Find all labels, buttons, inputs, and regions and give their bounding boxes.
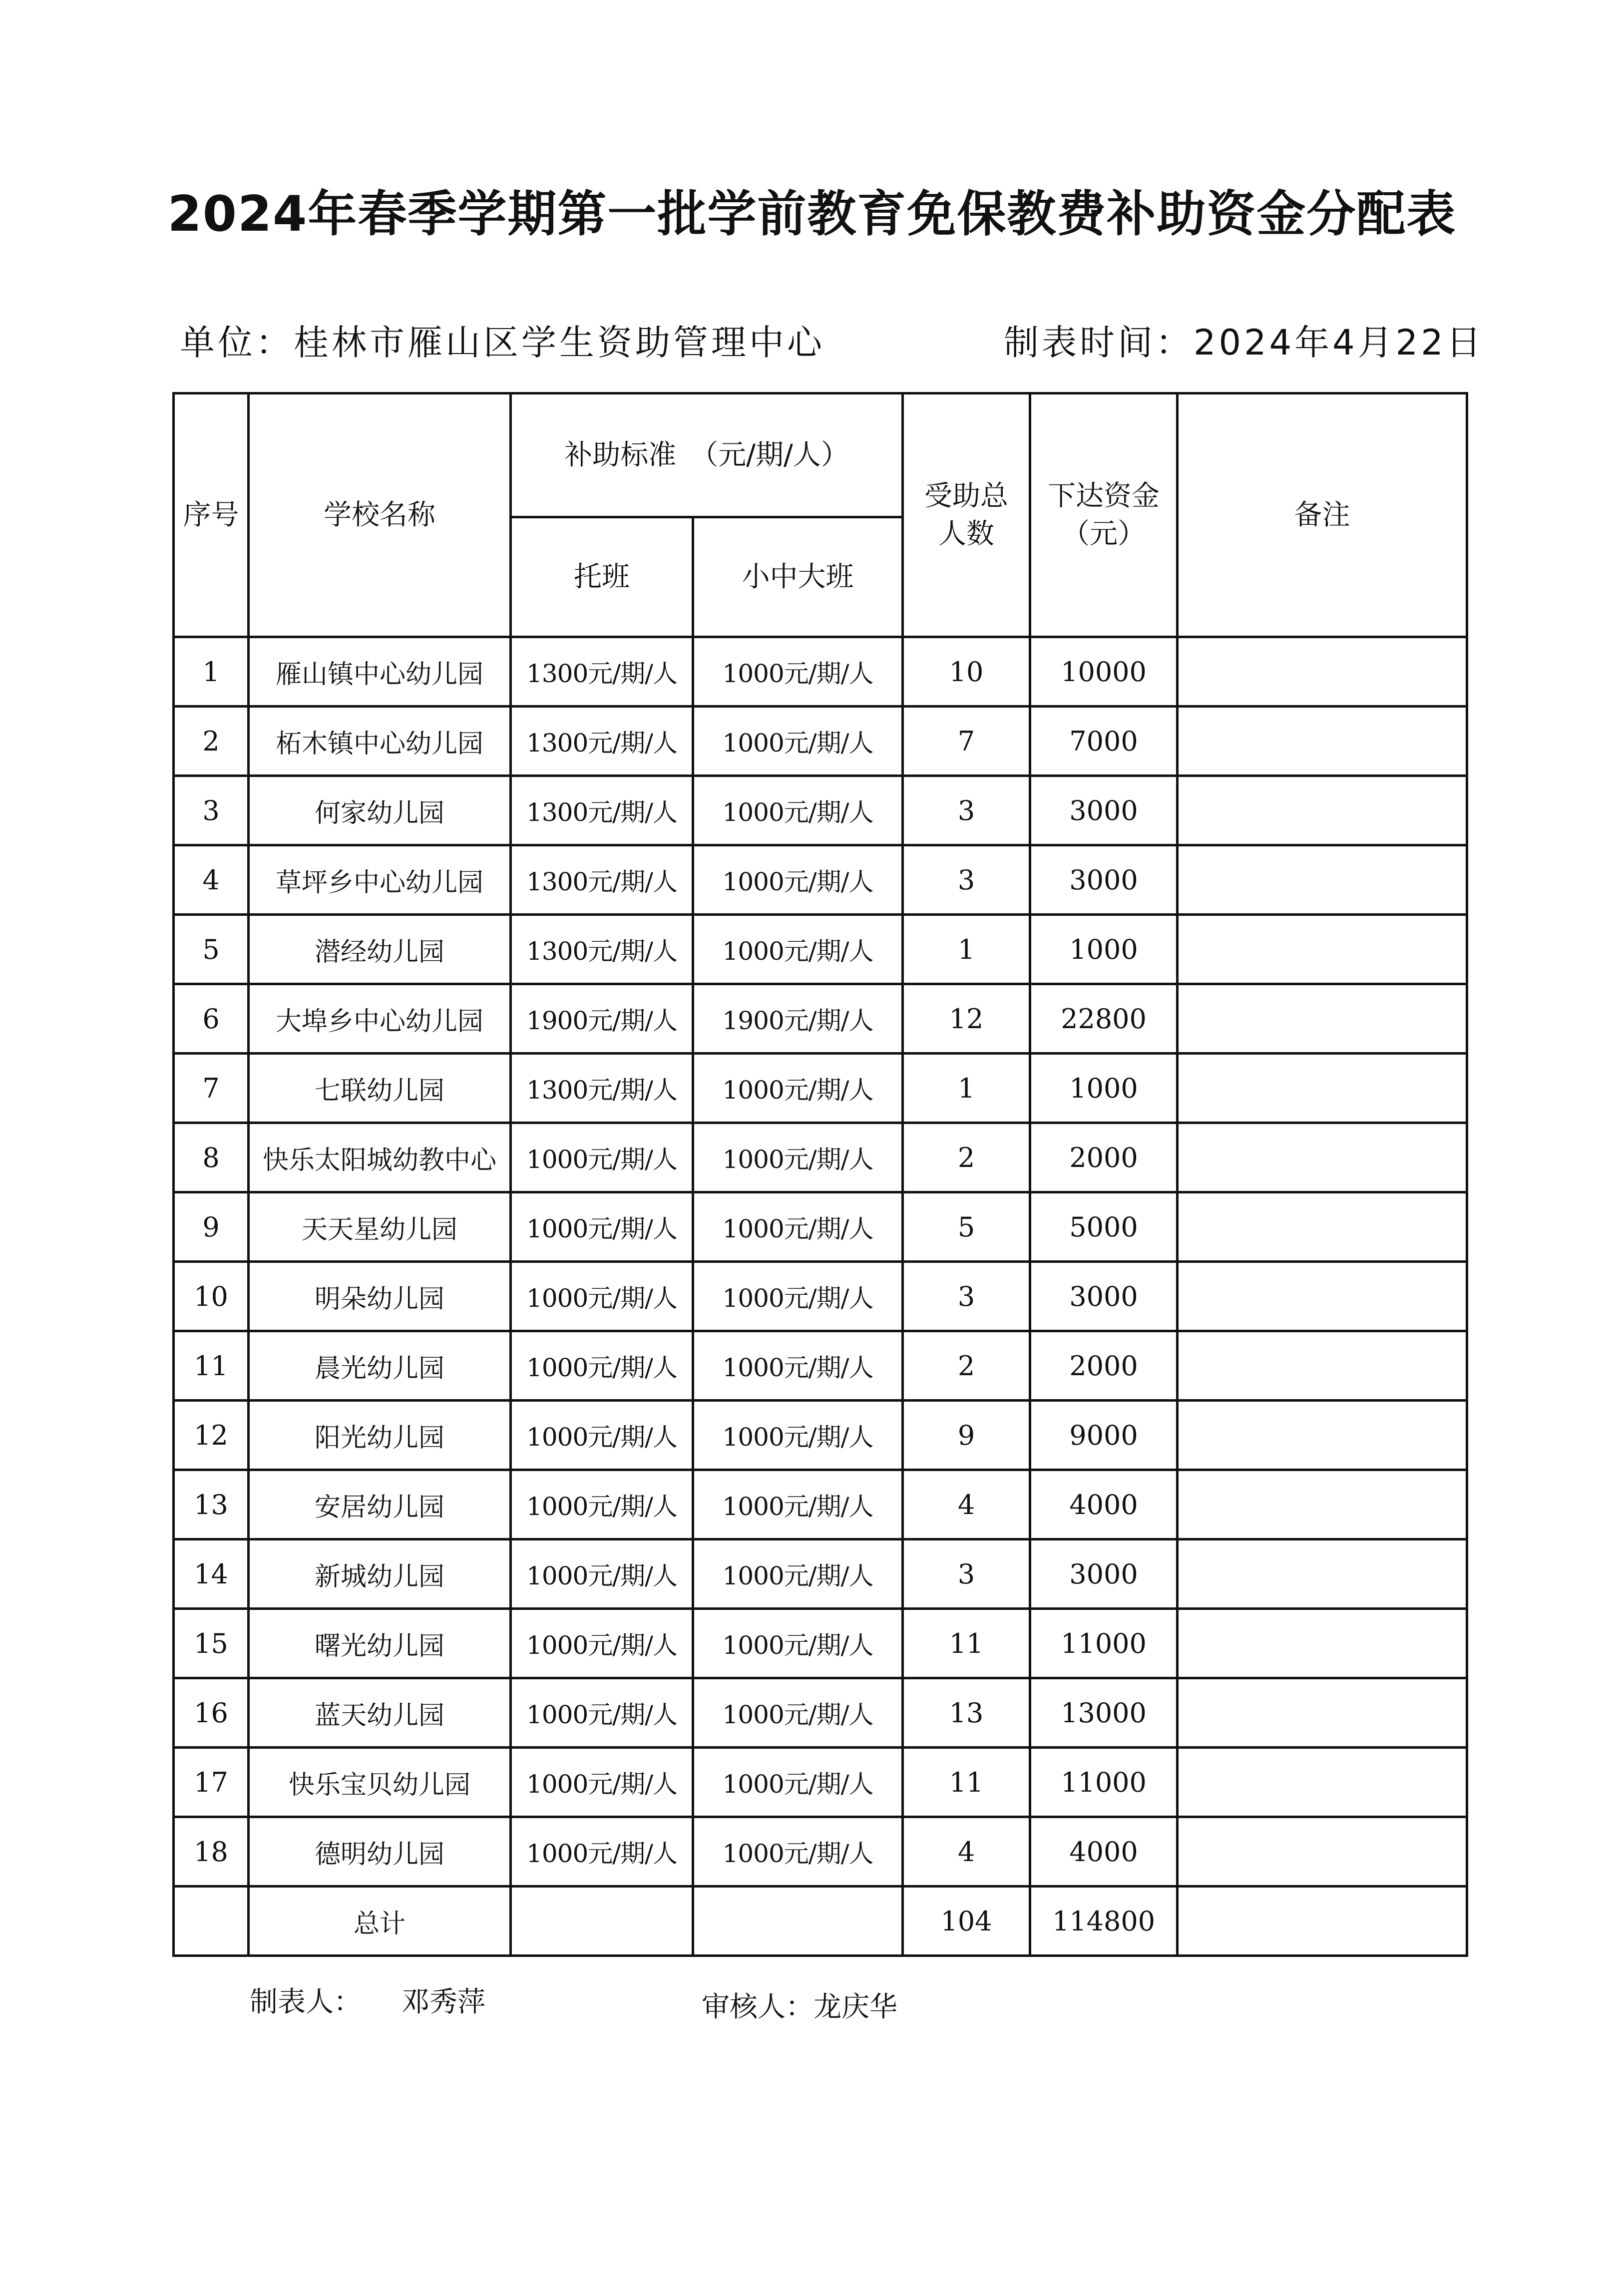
row-school: 安居幼儿园 [249,1470,511,1539]
row-people: 3 [903,1262,1030,1331]
row-remark [1178,1609,1467,1678]
row-school: 快乐宝贝幼儿园 [249,1748,511,1817]
table-row [174,776,1467,845]
row-index: 1 [174,637,249,707]
row-funds: 3000 [1030,845,1178,915]
row-remark [1178,1470,1467,1539]
total-label: 总计 [249,1887,511,1956]
document-title: 2024年春季学期第一批学前教育免保教费补助资金分配表 [167,186,1457,243]
row-kindergarten-rate: 1000元/期/人 [693,1054,903,1123]
row-people: 2 [903,1331,1030,1401]
table-row [174,1470,1467,1539]
row-remark [1178,1678,1467,1748]
row-people: 3 [903,776,1030,845]
row-school: 新城幼儿园 [249,1539,511,1609]
row-index: 9 [174,1192,249,1262]
row-index: 10 [174,1262,249,1331]
row-funds: 1000 [1030,915,1178,984]
row-remark [1178,1748,1467,1817]
row-remark [1178,1817,1467,1887]
table-row [174,915,1467,984]
row-funds: 9000 [1030,1401,1178,1470]
row-kindergarten-rate: 1900元/期/人 [693,984,903,1054]
row-school: 蓝天幼儿园 [249,1678,511,1748]
row-index: 15 [174,1609,249,1678]
total-nursery-cell [511,1887,693,1956]
row-funds: 1000 [1030,1054,1178,1123]
row-funds: 2000 [1030,1123,1178,1192]
row-kindergarten-rate: 1000元/期/人 [693,845,903,915]
row-funds: 3000 [1030,1539,1178,1609]
row-kindergarten-rate: 1000元/期/人 [693,1401,903,1470]
row-nursery-rate: 1000元/期/人 [511,1609,693,1678]
row-people: 11 [903,1748,1030,1817]
table-row [174,707,1467,776]
row-remark [1178,845,1467,915]
header-total-people-line1: 受助总 [924,479,1009,512]
row-people: 10 [903,637,1030,707]
row-school: 大埠乡中心幼儿园 [249,984,511,1054]
row-nursery-rate: 1000元/期/人 [511,1192,693,1262]
row-nursery-rate: 1000元/期/人 [511,1748,693,1817]
table-row [174,1609,1467,1678]
row-index: 7 [174,1054,249,1123]
row-nursery-rate: 1300元/期/人 [511,915,693,984]
row-index: 14 [174,1539,249,1609]
row-index: 3 [174,776,249,845]
row-nursery-rate: 1300元/期/人 [511,845,693,915]
row-remark [1178,1331,1467,1401]
date-label: 制表时间：2024年4月22日 [1004,322,1484,363]
row-school: 草坪乡中心幼儿园 [249,845,511,915]
row-school: 天天星幼儿园 [249,1192,511,1262]
checker-label: 审核人：龙庆华 [702,1991,897,2023]
row-school: 晨光幼儿园 [249,1331,511,1401]
row-remark [1178,776,1467,845]
row-people: 9 [903,1401,1030,1470]
row-kindergarten-rate: 1000元/期/人 [693,1748,903,1817]
row-school: 何家幼儿园 [249,776,511,845]
row-people: 12 [903,984,1030,1054]
row-people: 3 [903,845,1030,915]
row-nursery-rate: 1300元/期/人 [511,1054,693,1123]
header-total-people-line2: 人数 [938,517,995,550]
row-index: 12 [174,1401,249,1470]
row-nursery-rate: 1000元/期/人 [511,1817,693,1887]
row-people: 7 [903,707,1030,776]
header-total-people [903,393,1030,637]
row-school: 快乐太阳城幼教中心 [249,1123,511,1192]
row-remark [1178,637,1467,707]
row-people: 11 [903,1609,1030,1678]
header-school: 学校名称 [249,393,511,637]
row-funds: 7000 [1030,707,1178,776]
header-standard: 补助标准 （元/期/人） [511,393,903,517]
total-row [174,1887,1467,1956]
row-index: 4 [174,845,249,915]
row-funds: 3000 [1030,1262,1178,1331]
total-kindergarten-cell [693,1887,903,1956]
row-nursery-rate: 1000元/期/人 [511,1539,693,1609]
row-people: 3 [903,1539,1030,1609]
maker-label [250,1980,485,2020]
table-row [174,1262,1467,1331]
table-row [174,1331,1467,1401]
row-nursery-rate: 1900元/期/人 [511,984,693,1054]
row-school: 德明幼儿园 [249,1817,511,1887]
row-school: 柘木镇中心幼儿园 [249,707,511,776]
row-school: 曙光幼儿园 [249,1609,511,1678]
row-people: 4 [903,1470,1030,1539]
row-kindergarten-rate: 1000元/期/人 [693,1470,903,1539]
row-kindergarten-rate: 1000元/期/人 [693,1262,903,1331]
row-funds: 4000 [1030,1817,1178,1887]
row-people: 13 [903,1678,1030,1748]
row-remark [1178,915,1467,984]
row-nursery-rate: 1300元/期/人 [511,637,693,707]
row-funds: 13000 [1030,1678,1178,1748]
row-kindergarten-rate: 1000元/期/人 [693,637,903,707]
row-remark [1178,1539,1467,1609]
row-school: 明朵幼儿园 [249,1262,511,1331]
row-nursery-rate: 1300元/期/人 [511,776,693,845]
header-index: 序号 [174,393,249,637]
row-funds: 10000 [1030,637,1178,707]
row-index: 6 [174,984,249,1054]
row-index: 17 [174,1748,249,1817]
table-row [174,1817,1467,1887]
row-nursery-rate: 1000元/期/人 [511,1262,693,1331]
row-people: 1 [903,915,1030,984]
row-school: 阳光幼儿园 [249,1401,511,1470]
header-kindergarten: 小中大班 [693,517,903,637]
row-funds: 11000 [1030,1748,1178,1817]
table-row [174,845,1467,915]
row-funds: 4000 [1030,1470,1178,1539]
row-kindergarten-rate: 1000元/期/人 [693,707,903,776]
row-kindergarten-rate: 1000元/期/人 [693,1192,903,1262]
row-index: 11 [174,1331,249,1401]
row-nursery-rate: 1000元/期/人 [511,1470,693,1539]
table-row [174,1748,1467,1817]
header-funds-line1: 下达资金 [1048,479,1160,512]
header-nursery: 托班 [511,517,693,637]
row-kindergarten-rate: 1000元/期/人 [693,776,903,845]
row-nursery-rate: 1000元/期/人 [511,1331,693,1401]
row-funds: 5000 [1030,1192,1178,1262]
total-index-cell [174,1887,249,1956]
row-nursery-rate: 1000元/期/人 [511,1123,693,1192]
table-row [174,1054,1467,1123]
maker-label-text: 制表人： [250,1986,362,2018]
row-remark [1178,707,1467,776]
row-remark [1178,1262,1467,1331]
row-people: 4 [903,1817,1030,1887]
row-school: 雁山镇中心幼儿园 [249,637,511,707]
row-kindergarten-rate: 1000元/期/人 [693,1609,903,1678]
total-people: 104 [903,1887,1030,1956]
table-row [174,1123,1467,1192]
row-funds: 2000 [1030,1331,1178,1401]
row-remark [1178,1054,1467,1123]
table-row [174,984,1467,1054]
row-nursery-rate: 1300元/期/人 [511,707,693,776]
header-funds [1030,393,1178,637]
row-funds: 11000 [1030,1609,1178,1678]
row-kindergarten-rate: 1000元/期/人 [693,1331,903,1401]
row-kindergarten-rate: 1000元/期/人 [693,1539,903,1609]
row-remark [1178,1192,1467,1262]
table-body [174,637,1467,1956]
row-nursery-rate: 1000元/期/人 [511,1401,693,1470]
row-remark [1178,984,1467,1054]
row-index: 13 [174,1470,249,1539]
allocation-table [172,392,1468,1957]
row-funds: 22800 [1030,984,1178,1054]
row-funds: 3000 [1030,776,1178,845]
row-school: 七联幼儿园 [249,1054,511,1123]
row-index: 2 [174,707,249,776]
row-index: 18 [174,1817,249,1887]
total-funds: 114800 [1030,1887,1178,1956]
row-kindergarten-rate: 1000元/期/人 [693,1817,903,1887]
table-row [174,1192,1467,1262]
table-row [174,1678,1467,1748]
table-row [174,1539,1467,1609]
row-people: 5 [903,1192,1030,1262]
header-funds-line2: （元） [1062,517,1146,550]
table-row [174,1401,1467,1470]
table-row [174,637,1467,707]
row-index: 16 [174,1678,249,1748]
row-remark [1178,1401,1467,1470]
header-remark: 备注 [1178,393,1467,637]
total-remark-cell [1178,1887,1467,1956]
maker-name: 邓秀萍 [402,1986,485,2018]
row-people: 2 [903,1123,1030,1192]
unit-label: 单位：桂林市雁山区学生资助管理中心 [180,322,825,363]
row-index: 8 [174,1123,249,1192]
row-kindergarten-rate: 1000元/期/人 [693,915,903,984]
row-people: 1 [903,1054,1030,1123]
row-remark [1178,1123,1467,1192]
row-kindergarten-rate: 1000元/期/人 [693,1678,903,1748]
row-school: 潜经幼儿园 [249,915,511,984]
row-kindergarten-rate: 1000元/期/人 [693,1123,903,1192]
row-index: 5 [174,915,249,984]
row-nursery-rate: 1000元/期/人 [511,1678,693,1748]
